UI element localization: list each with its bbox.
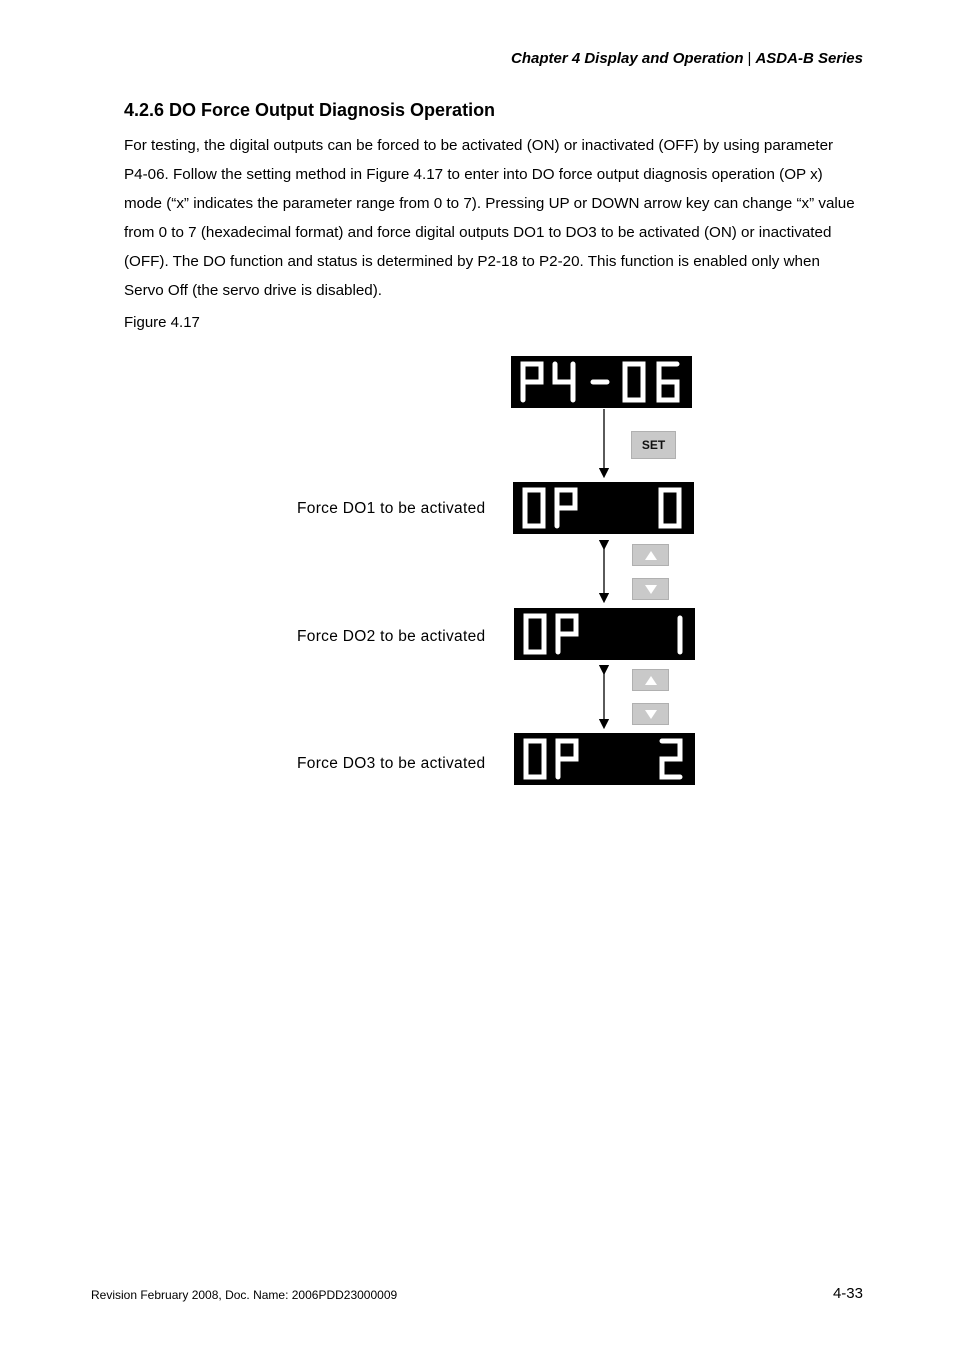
down-key-button[interactable] <box>632 578 669 600</box>
label-force-do1: Force DO1 to be activated <box>297 500 486 517</box>
seven-seg-op-0 <box>513 482 694 534</box>
paragraph-text: For testing, the digital outputs can be forced to be activated (ON) or inactivated (OFF) by using parameter P4-06. Follow the setting method in Figure 4.17 to enter into DO force output diagnosis operation (OP x) mode (“x” indicates the parameter range from 0 to 7). Pressing UP or DOWN arrow key can change “x” value from 0 to 7 (hexadecimal format) and force digital outputs DO1 to DO3 to be activated (ON) or inactivated (OFF). The DO function and status is determined by P2-18 to P2-20. This function is enabled only when Servo Off (the servo drive is disabled). <box>124 137 855 299</box>
display-op-1 <box>514 608 695 660</box>
header-chapter: Chapter 4 Display and Operation <box>510 50 744 67</box>
footer-revision: Revision February 2008, Doc. Name: 2006PDD23000009 <box>91 1288 398 1302</box>
header-series: ASDA-B Series <box>755 50 863 67</box>
seven-seg-op-1 <box>514 608 695 660</box>
set-key-label: SET <box>641 438 666 452</box>
display-p4-06 <box>511 356 692 408</box>
seven-seg-p4-06 <box>511 356 692 408</box>
section-title: 4.2.6 DO Force Output Diagnosis Operation <box>124 100 496 120</box>
up-arrow-icon <box>645 676 657 685</box>
display-op-0 <box>513 482 694 534</box>
footer-page-number: 4-33 <box>832 1285 863 1302</box>
set-key-button[interactable] <box>631 431 676 459</box>
up-key-button[interactable] <box>632 544 669 566</box>
figure-caption: Figure 4.17 <box>124 314 200 331</box>
down-arrow-icon <box>645 585 657 594</box>
display-op-2 <box>514 733 695 785</box>
header-separator: | <box>747 50 752 67</box>
down-key-button[interactable] <box>632 703 669 725</box>
up-arrow-icon <box>645 551 657 560</box>
label-force-do3: Force DO3 to be activated <box>297 755 486 772</box>
up-key-button[interactable] <box>632 669 669 691</box>
seven-seg-op-2 <box>514 733 695 785</box>
down-arrow-icon <box>645 710 657 719</box>
label-force-do2: Force DO2 to be activated <box>297 628 486 645</box>
